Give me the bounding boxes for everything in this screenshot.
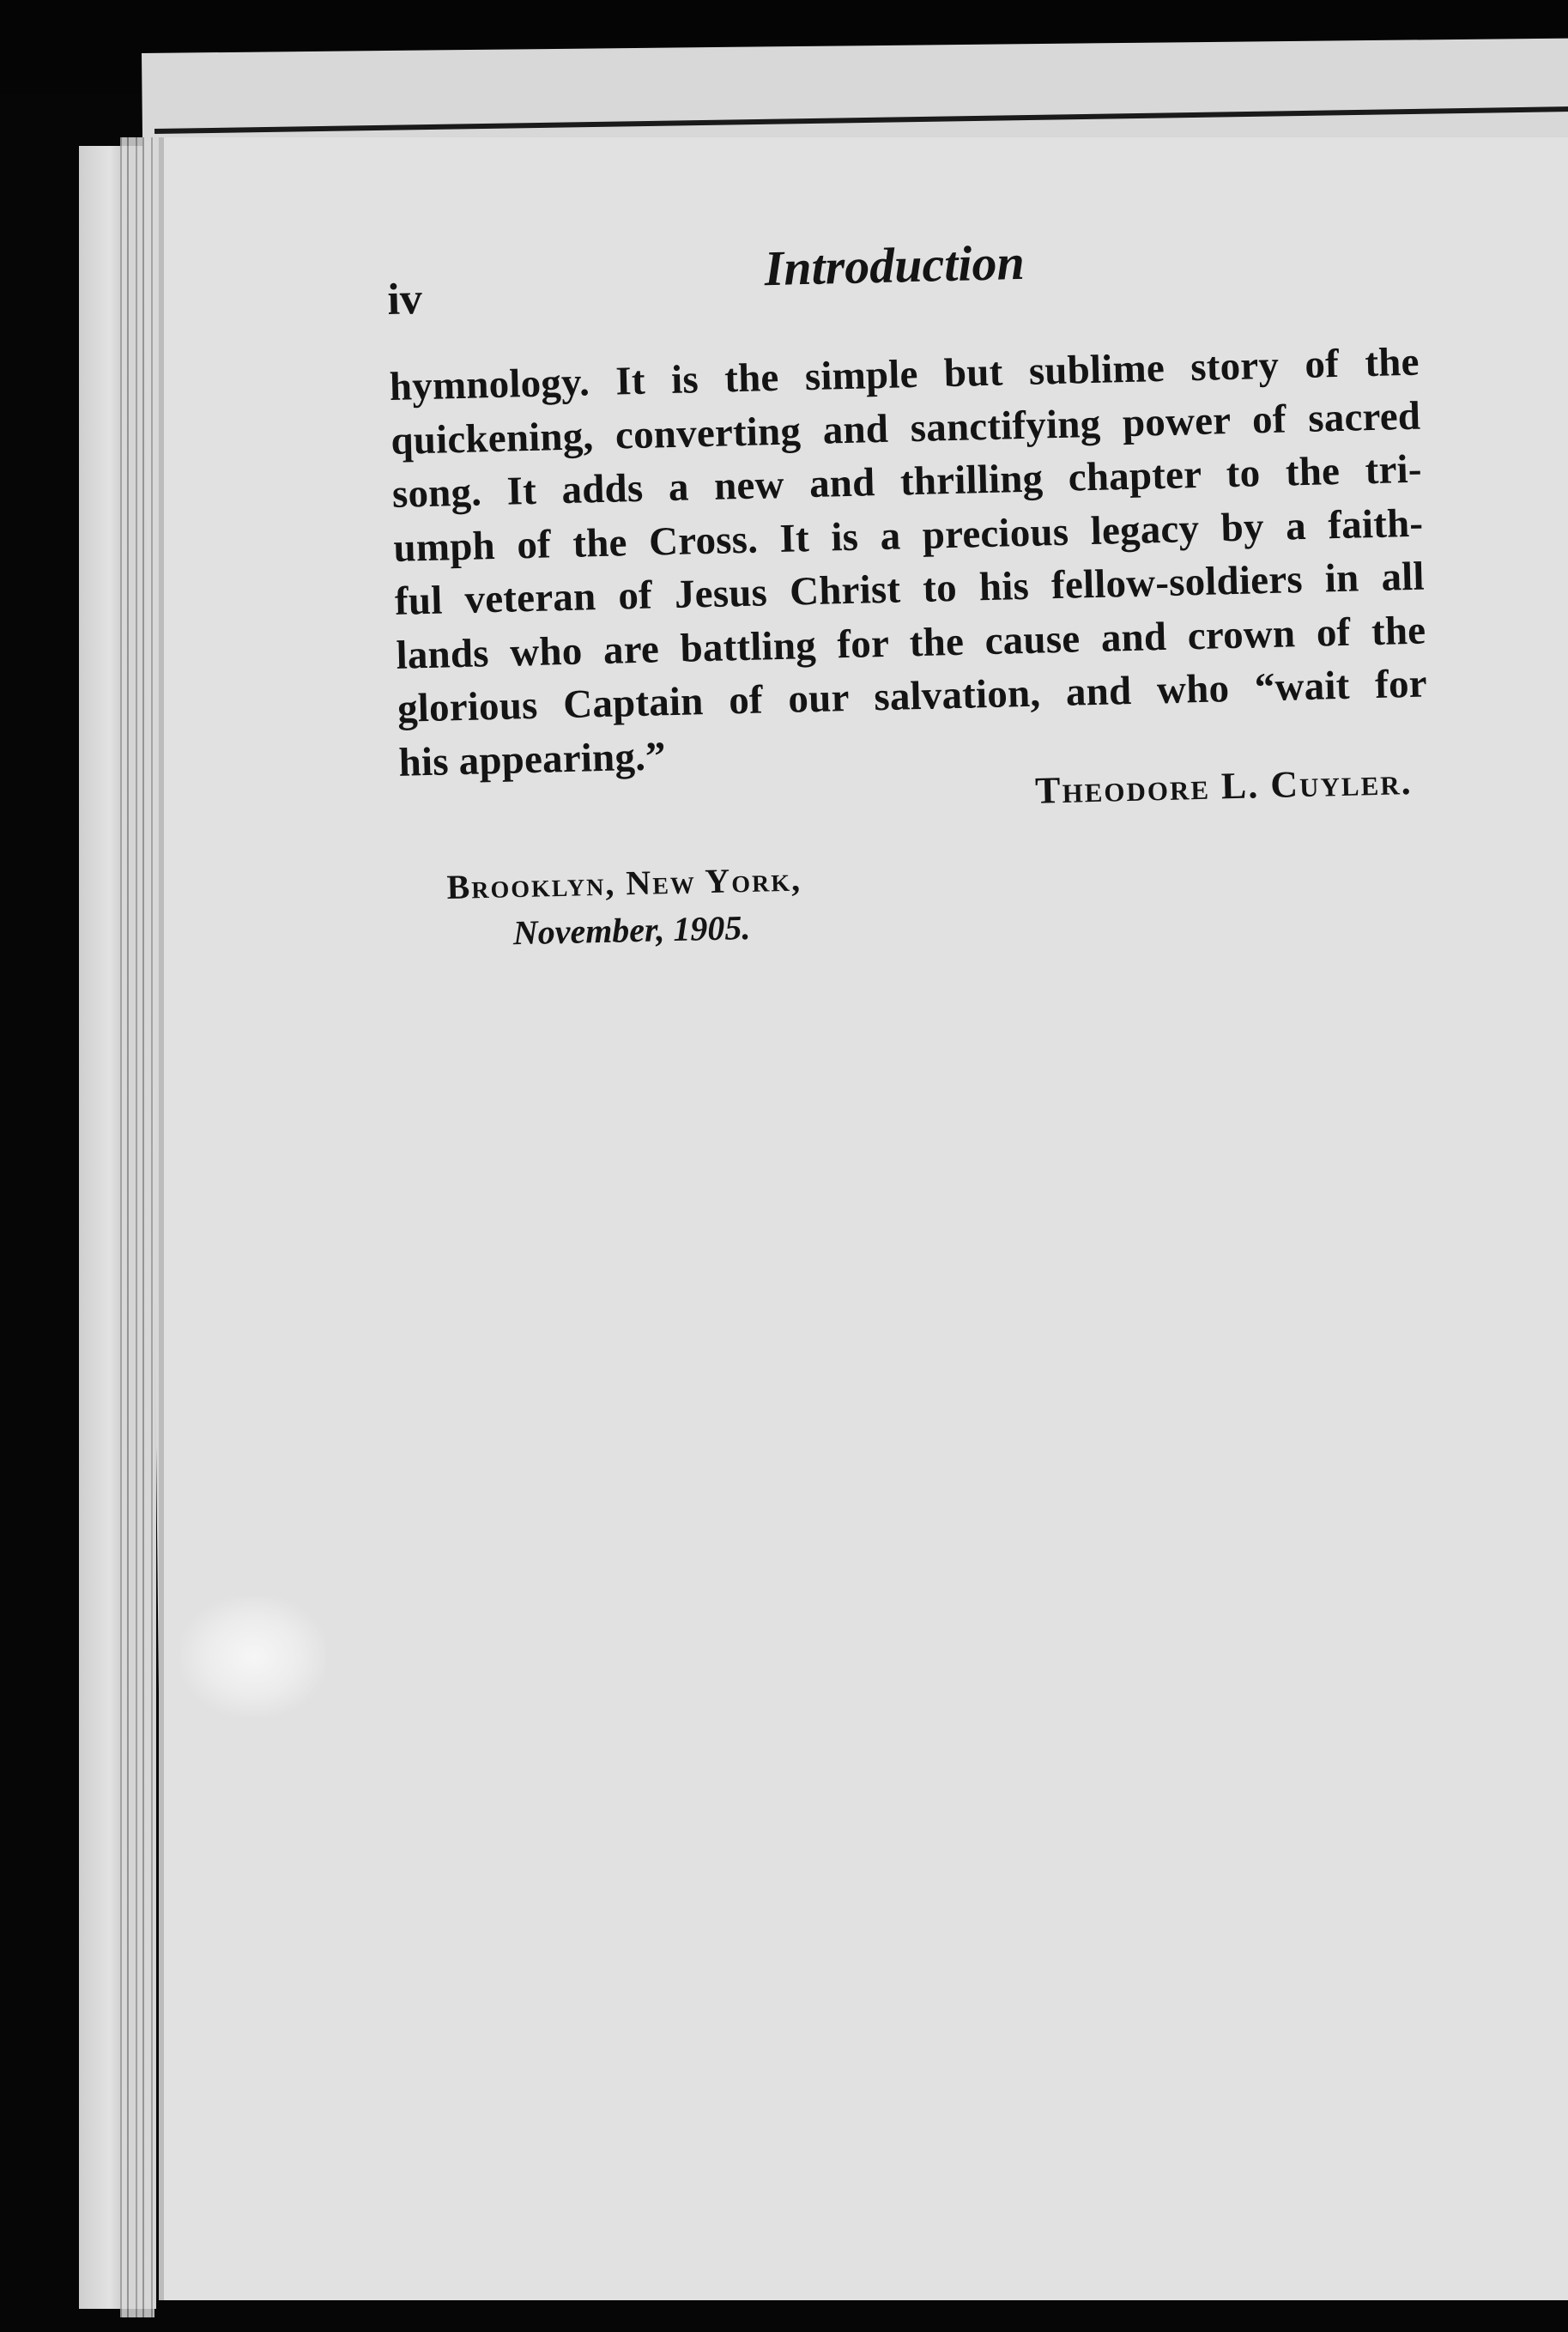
body-line-7: glorious Captain of our salvation, and who “wait for <box>397 661 1428 731</box>
dateline-place: Brooklyn, New York, <box>446 859 802 906</box>
page-number: iv <box>386 275 423 324</box>
page-stack-edges <box>120 137 154 2317</box>
light-glare <box>180 1596 326 1717</box>
body-text <box>389 336 1429 790</box>
body-line-6: lands who are battling for the cause and crown of the <box>395 608 1426 678</box>
body-line-3: song. It adds a new and thrilling chapter to the tri- <box>391 446 1423 517</box>
body-line-8: his appearing.” <box>397 733 667 785</box>
body-line-5: ful veteran of Jesus Christ to his fellow-soldiers in all <box>394 554 1426 624</box>
page-content <box>386 224 1430 828</box>
body-line-2: quickening, converting and sanctifying power of sacred <box>390 393 1421 463</box>
body-line-4: umph of the Cross. It is a precious legacy by a faith- <box>392 500 1424 571</box>
dateline-date: November, 1905. <box>512 907 751 953</box>
dateline <box>446 859 803 954</box>
author-signature: Theodore L. Cuyler. <box>1034 760 1414 812</box>
running-title: Introduction <box>763 233 1026 297</box>
body-line-1: hymnology. It is the simple but sublime story of the <box>389 339 1420 409</box>
